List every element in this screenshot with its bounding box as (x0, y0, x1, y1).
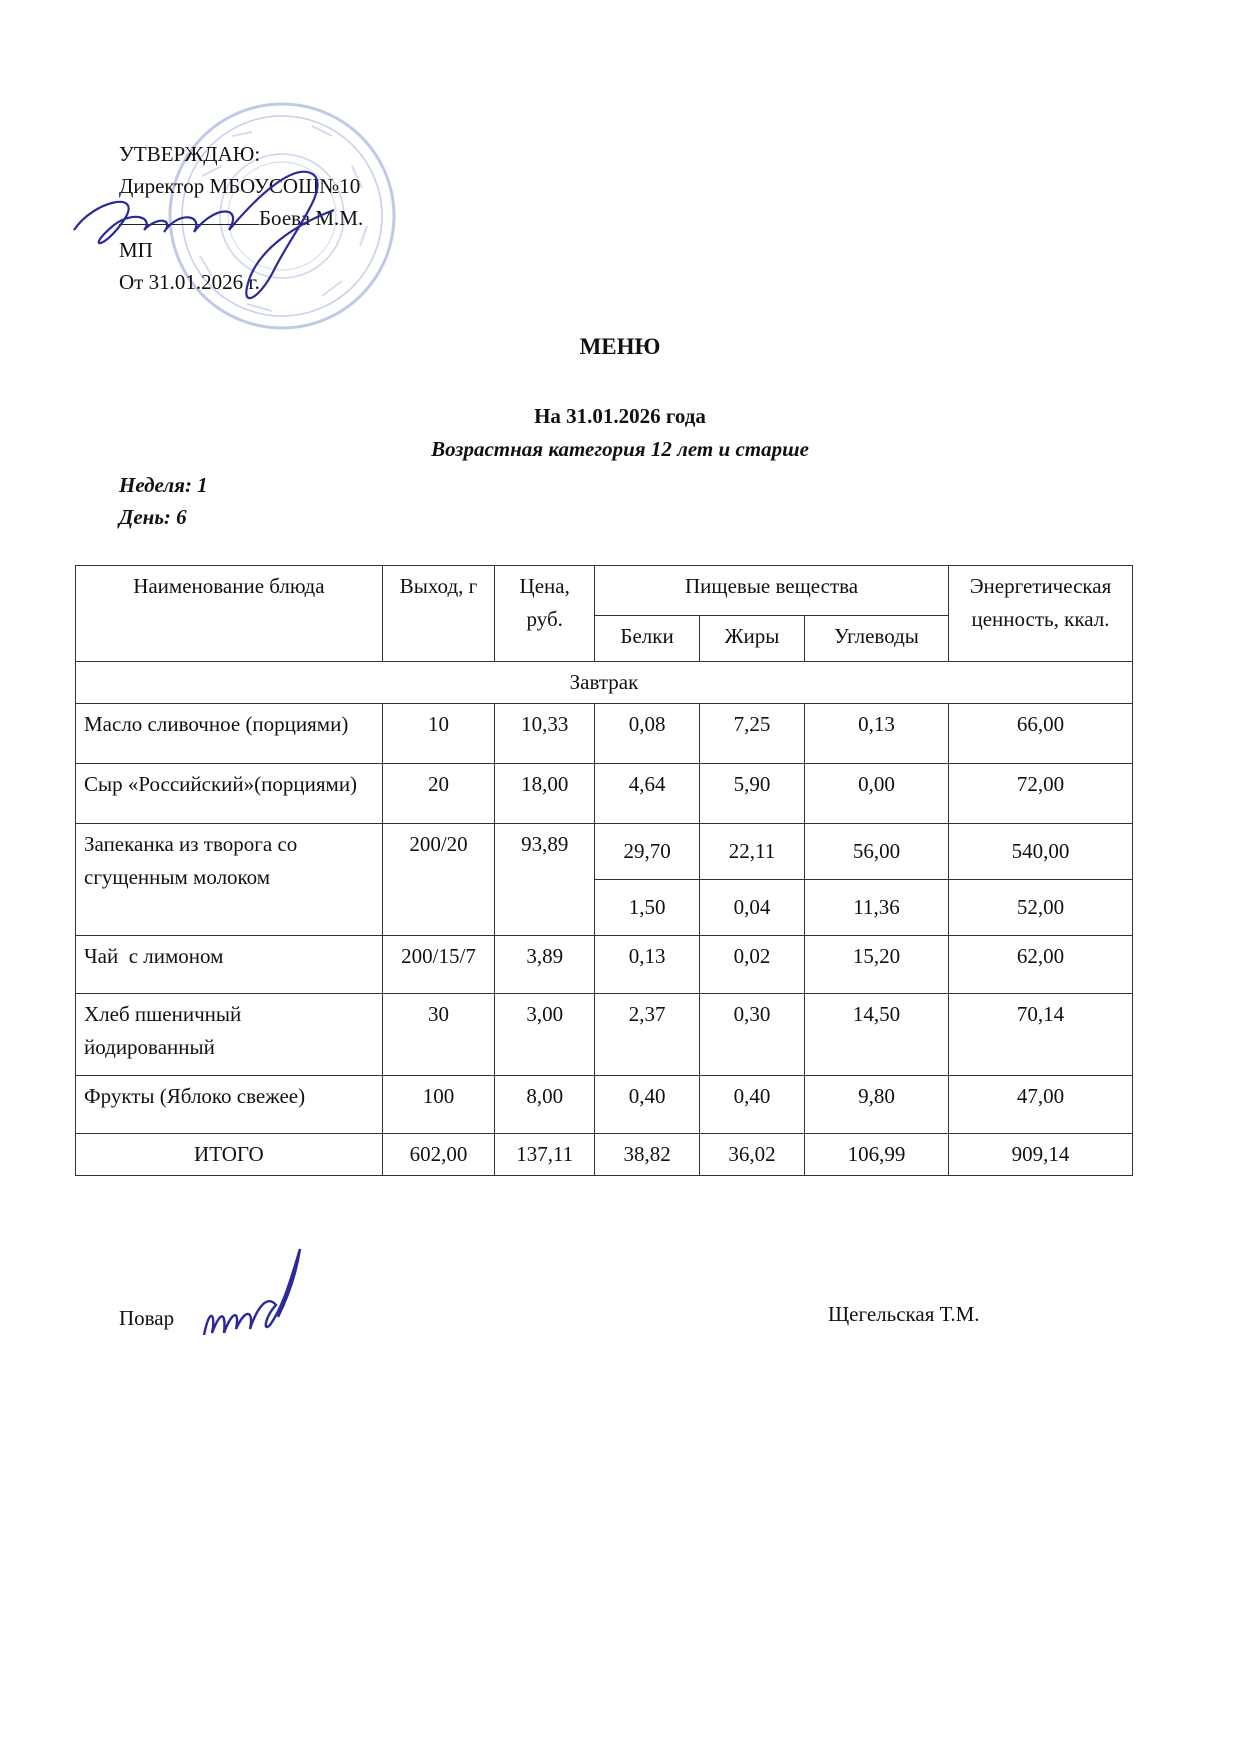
seal-place-label: МП (119, 238, 153, 262)
total-fat: 36,02 (700, 1134, 805, 1176)
age-category: Возрастная категория 12 лет и старше (431, 437, 809, 461)
dish-name: Хлеб пшеничный йодированный (76, 994, 383, 1076)
total-label: ИТОГО (76, 1134, 383, 1176)
dish-price: 18,00 (495, 764, 595, 824)
dish-output: 30 (382, 994, 495, 1076)
approval-heading: УТВЕРЖДАЮ: (119, 142, 261, 166)
dish-price: 8,00 (495, 1076, 595, 1134)
director-name: Боева М.М. (259, 206, 364, 230)
dish-carbs: 15,20 (805, 936, 949, 994)
dish-energy: 47,00 (948, 1076, 1132, 1134)
dish-fat: 0,04 (700, 880, 805, 936)
menu-date: На 31.01.2026 года (534, 404, 706, 428)
dish-carbs: 9,80 (805, 1076, 949, 1134)
dish-name: Чай с лимоном (76, 936, 383, 994)
dish-energy: 72,00 (948, 764, 1132, 824)
week-label: Неделя: 1 (119, 473, 208, 497)
dish-protein: 4,64 (595, 764, 700, 824)
dish-protein: 0,40 (595, 1076, 700, 1134)
total-carbs: 106,99 (805, 1134, 949, 1176)
dish-carbs: 0,00 (805, 764, 949, 824)
dish-fat: 7,25 (700, 704, 805, 764)
dish-protein: 1,50 (595, 880, 700, 936)
header-price: Цена, руб. (495, 566, 595, 662)
total-energy: 909,14 (948, 1134, 1132, 1176)
dish-fat: 5,90 (700, 764, 805, 824)
header-carbs: Углеводы (805, 616, 949, 662)
dish-name: Масло сливочное (порциями) (76, 704, 383, 764)
dish-energy: 66,00 (948, 704, 1132, 764)
total-protein: 38,82 (595, 1134, 700, 1176)
table-row (76, 764, 1133, 824)
dish-price: 3,00 (495, 994, 595, 1076)
header-energy: Энергетическая ценность, ккал. (948, 566, 1132, 662)
dish-fat: 0,40 (700, 1076, 805, 1134)
cook-name: Щегельская Т.М. (828, 1302, 980, 1326)
dish-price: 93,89 (495, 824, 595, 936)
header-protein: Белки (595, 616, 700, 662)
director-title: Директор МБОУСОШ№10 (119, 174, 361, 198)
header-fat: Жиры (700, 616, 805, 662)
dish-price: 10,33 (495, 704, 595, 764)
header-name: Наименование блюда (76, 566, 383, 662)
total-price: 137,11 (495, 1134, 595, 1176)
total-output: 602,00 (382, 1134, 495, 1176)
dish-carbs: 56,00 (805, 824, 949, 880)
dish-price: 3,89 (495, 936, 595, 994)
section-breakfast: Завтрак (76, 662, 1133, 704)
dish-name: Фрукты (Яблоко свежее) (76, 1076, 383, 1134)
cook-role-label: Повар (119, 1306, 175, 1330)
dish-output: 200/15/7 (382, 936, 495, 994)
dish-name: Запеканка из творога со сгущенным молоком (76, 824, 383, 936)
dish-carbs: 14,50 (805, 994, 949, 1076)
menu-table (75, 565, 1133, 1176)
total-row (76, 1134, 1133, 1176)
header-output: Выход, г (382, 566, 495, 662)
dish-energy: 540,00 (948, 824, 1132, 880)
dish-output: 200/20 (382, 824, 495, 936)
dish-protein: 2,37 (595, 994, 700, 1076)
day-label: День: 6 (119, 505, 187, 529)
section-row (76, 662, 1133, 704)
dish-energy: 62,00 (948, 936, 1132, 994)
dish-protein: 0,13 (595, 936, 700, 994)
dish-protein: 29,70 (595, 824, 700, 880)
page-title: МЕНЮ (579, 334, 661, 359)
dish-carbs: 11,36 (805, 880, 949, 936)
header-nutrients: Пищевые вещества (595, 566, 949, 616)
dish-output: 20 (382, 764, 495, 824)
table-row (76, 936, 1133, 994)
dish-fat: 22,11 (700, 824, 805, 880)
table-row (76, 704, 1133, 764)
dish-energy: 70,14 (948, 994, 1132, 1076)
approval-date: От 31.01.2026 г. (119, 270, 260, 294)
dish-carbs: 0,13 (805, 704, 949, 764)
table-row (76, 994, 1133, 1076)
dish-fat: 0,02 (700, 936, 805, 994)
dish-protein: 0,08 (595, 704, 700, 764)
dish-output: 100 (382, 1076, 495, 1134)
table-header-row (76, 566, 1133, 616)
dish-name: Сыр «Российский»(порциями) (76, 764, 383, 824)
dish-output: 10 (382, 704, 495, 764)
table-row (76, 824, 1133, 880)
dish-fat: 0,30 (700, 994, 805, 1076)
director-signature-icon (64, 170, 364, 310)
cook-signature-icon (196, 1245, 306, 1345)
dish-energy: 52,00 (948, 880, 1132, 936)
table-row (76, 1076, 1133, 1134)
